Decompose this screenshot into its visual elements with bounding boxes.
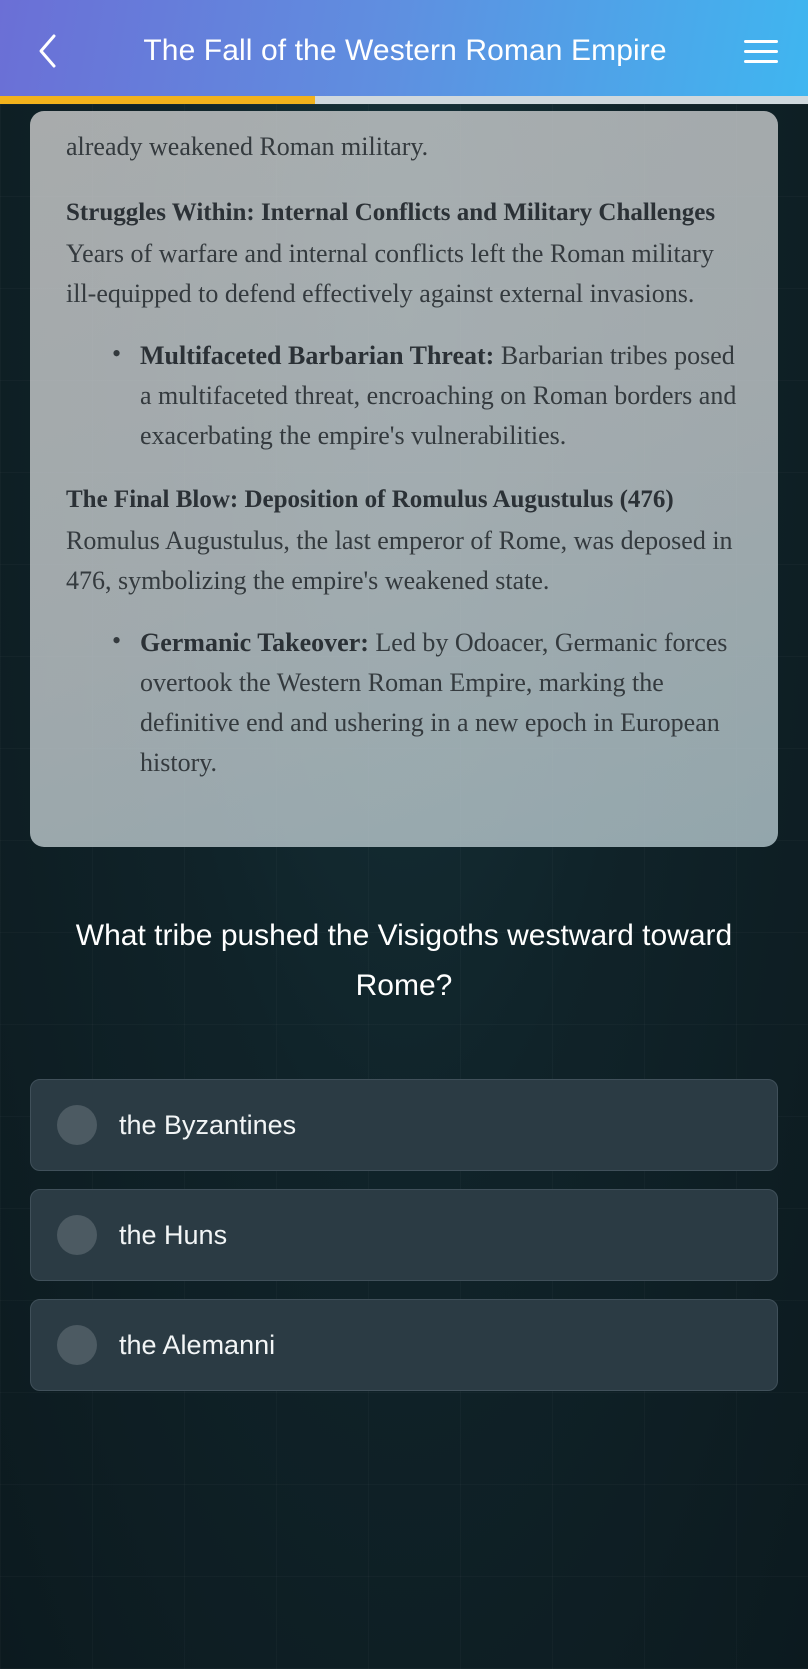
- section-bullet-list: [66, 623, 742, 783]
- quiz-option-label: the Huns: [119, 1219, 228, 1250]
- reading-partial-line: already weakened Roman military.: [66, 132, 429, 161]
- bullet-term: Germanic Takeover:: [140, 628, 369, 657]
- back-button[interactable]: [24, 27, 72, 75]
- progress-bar: [0, 96, 808, 104]
- bullet-text: Barbarian tribes posed a multifaceted threat, encroaching on Roman borders and exacerbating the empire's vulnerabilities.: [140, 341, 737, 450]
- bullet-text: Led by Odoacer, Germanic forces overtook the Western Roman Empire, marking the definitive end and ushering in a new epoch in European history.: [140, 628, 728, 777]
- section-body: Romulus Augustulus, the last emperor of Rome, was deposed in 476, symbolizing the empire's weakened state.: [66, 526, 733, 595]
- quiz-question: What tribe pushed the Visigoths westward toward Rome?: [75, 919, 733, 1002]
- page-title: The Fall of the Western Roman Empire: [143, 34, 667, 67]
- reading-card: [30, 111, 778, 847]
- section-heading: Struggles Within: Internal Conflicts and Military Challenges: [66, 199, 716, 226]
- quiz-option-label: the Byzantines: [119, 1109, 297, 1140]
- radio-icon[interactable]: [57, 1105, 97, 1145]
- radio-icon[interactable]: [57, 1325, 97, 1365]
- bullet-term: Multifaceted Barbarian Threat:: [140, 341, 495, 370]
- scroll-content[interactable]: [0, 102, 808, 1669]
- quiz-option-label: the Alemanni: [119, 1329, 276, 1360]
- menu-bar-1: [744, 40, 778, 43]
- quiz-option-1[interactable]: [30, 1079, 778, 1171]
- section-bullet-list: [66, 336, 742, 456]
- app-header: [0, 0, 808, 102]
- menu-bar-3: [744, 60, 778, 63]
- chevron-left-icon: [36, 31, 60, 71]
- hamburger-menu-icon[interactable]: [738, 28, 784, 74]
- section-body: Years of warfare and internal conflicts left the Roman military ill-equipped to defend effectively against external invasions.: [66, 239, 714, 308]
- section-heading: The Final Blow: Deposition of Romulus Augustulus (476): [66, 486, 674, 513]
- quiz-option-3[interactable]: [30, 1299, 778, 1391]
- quiz-option-2[interactable]: [30, 1189, 778, 1281]
- menu-bar-2: [744, 50, 778, 53]
- list-item: [66, 336, 742, 456]
- reading-section-1: [66, 193, 742, 456]
- quiz-options: [0, 1079, 808, 1391]
- progress-bar-fill: [0, 96, 315, 104]
- reading-section-2: [66, 480, 742, 783]
- radio-icon[interactable]: [57, 1215, 97, 1255]
- list-item: [66, 623, 742, 783]
